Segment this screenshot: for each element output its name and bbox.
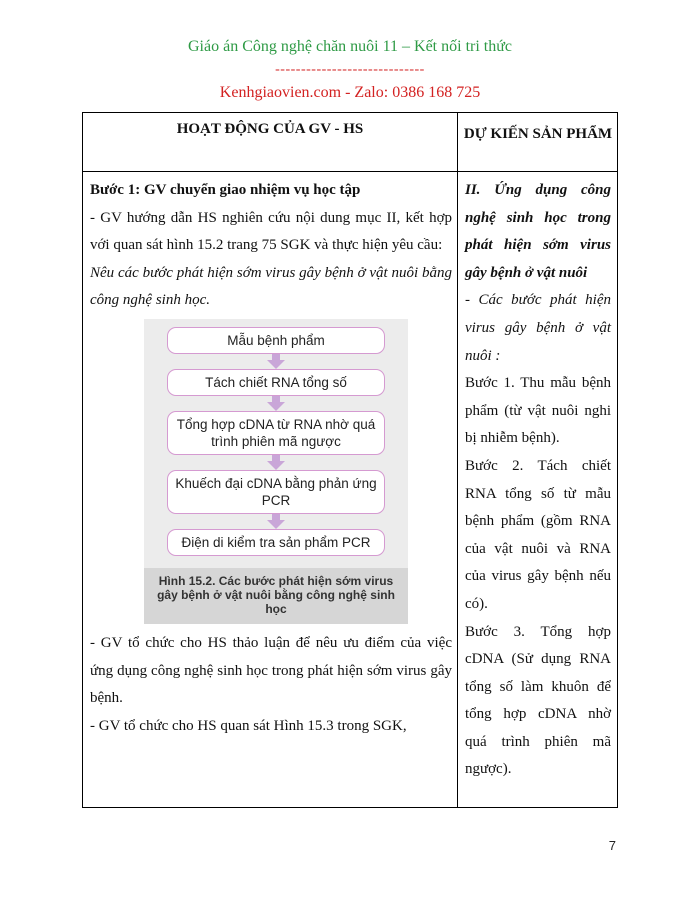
section-heading: II. Ứng dụng công nghệ sinh học trong phát hiện sớm virus gây bệnh ở vật nuôi [465, 182, 611, 281]
task-question: Nêu các bước phát hiện sớm virus gây bệnh ở vật nuôi bằng công nghệ sinh học. [90, 264, 452, 309]
instruction-paragraph: - GV hướng dẫn HS nghiên cứu nội dung mục II, kết hợp với quan sát hình 15.2 trang 75 SGK và thực hiện yêu cầu: [90, 209, 452, 254]
flow-step-2: Tách chiết RNA tổng số [167, 369, 385, 396]
discussion-paragraph: - GV tổ chức cho HS thảo luận để nêu ưu điểm của việc ứng dụng công nghệ sinh học trong phát hiện sớm virus gây bệnh. [90, 634, 452, 707]
observation-paragraph: - GV tổ chức cho HS quan sát Hình 15.3 trong SGK, [90, 717, 407, 734]
header-divider: ----------------------------- [275, 62, 425, 77]
header-contact: Kenhgiaovien.com - Zalo: 0386 168 725 [219, 84, 481, 101]
step-title: Bước 1: GV chuyển giao nhiệm vụ học tập [90, 182, 361, 198]
activities-cell [90, 177, 452, 740]
figure-15-2 [144, 319, 408, 624]
flow-arrow-icon [267, 360, 285, 369]
step-3-text: Bước 3. Tổng hợp cDNA (Sử dụng RNA tổng số làm khuôn để tổng hợp cDNA nhờ quá trình phiên mã ngược). [465, 623, 611, 778]
flow-step-5: Điện di kiểm tra sản phẩm PCR [167, 529, 385, 556]
column-header-activities: HOẠT ĐỘNG CỦA GV - HS [176, 121, 364, 137]
flow-arrow-icon [267, 461, 285, 470]
expected-products-cell [465, 177, 611, 784]
column-divider [457, 113, 458, 807]
flow-step-3: Tổng hợp cDNA từ RNA nhờ quá trình phiên mã ngược [167, 411, 385, 455]
header-row-divider [83, 171, 617, 172]
flow-arrow-icon [267, 402, 285, 411]
header-title: Giáo án Công nghệ chăn nuôi 11 – Kết nối tri thức [187, 38, 512, 55]
column-header-expected-products: DỰ KIẾN SẢN PHẨM [463, 126, 613, 142]
step-2-text: Bước 2. Tách chiết RNA tổng số từ mẫu bệnh phẩm (gồm RNA của vật nuôi và RNA của virus gây bệnh nếu có). [465, 457, 611, 612]
flow-step-1: Mẫu bệnh phẩm [167, 327, 385, 354]
lesson-table [82, 112, 618, 808]
page-number: 7 [608, 838, 616, 853]
step-1-text: Bước 1. Thu mẫu bệnh phẩm (từ vật nuôi nghi bị nhiễm bệnh). [465, 375, 611, 447]
steps-intro: - Các bước phát hiện virus gây bệnh ở vật nuôi : [465, 292, 611, 364]
flow-arrow-icon [267, 520, 285, 529]
flow-step-4: Khuếch đại cDNA bằng phản ứng PCR [167, 470, 385, 514]
figure-caption: Hình 15.2. Các bước phát hiện sớm virus gây bệnh ở vật nuôi bằng công nghệ sinh học [144, 568, 408, 624]
